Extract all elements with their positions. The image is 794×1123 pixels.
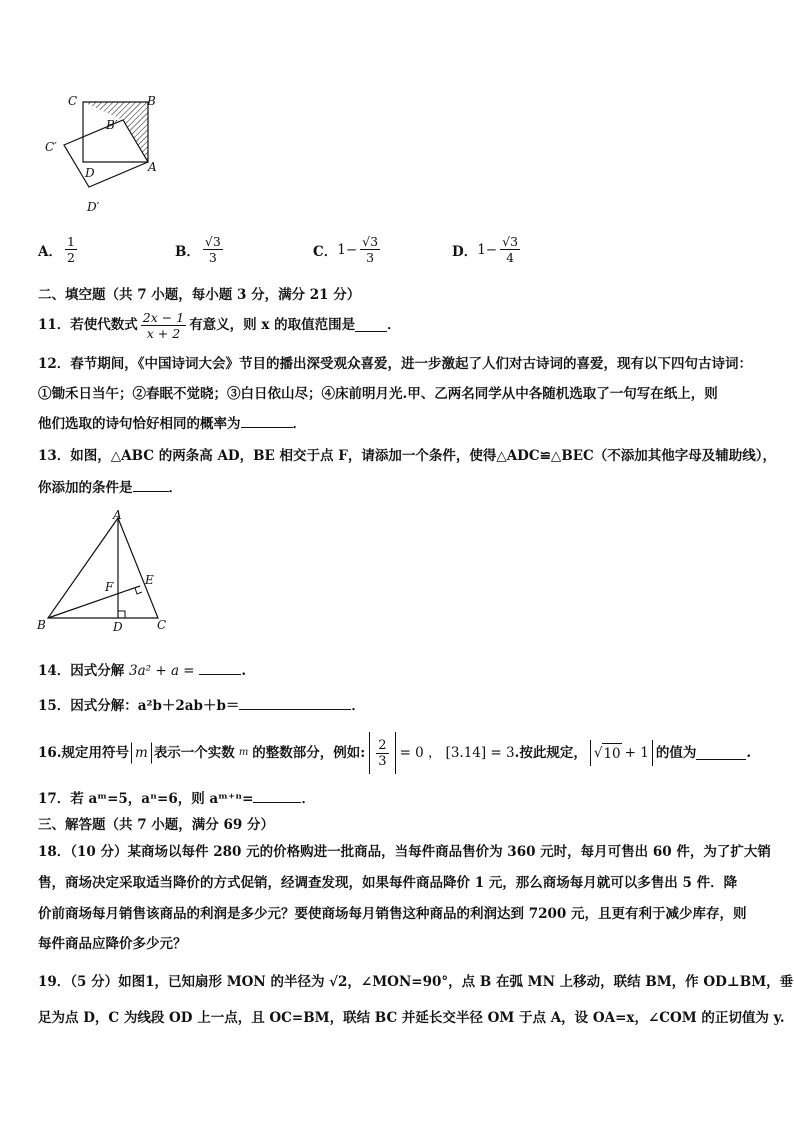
question-12-line-3: 他们选取的诗句恰好相同的概率为 ． — [38, 416, 306, 432]
question-19-line-2: 足为点 D，C 为线段 OD 上一点，且 OC=BM，联结 BC 并延长交半径 OM 于点 A，设 OA=x，∠COM 的正切值为 y. — [38, 1010, 785, 1026]
label-A: A — [148, 160, 157, 174]
question-18-line-1: 18．（10 分）某商场以每件 280 元的价格购进一批商品，当每件商品售价为 360 元时，每月可售出 60 件，为了扩大销 — [38, 844, 771, 860]
question-18-line-4: 每件商品应降价多少元？ — [38, 936, 187, 952]
option-b: B． $\frac{√3}{3}$ — [175, 234, 221, 265]
question-18-line-3: 价前商场每月销售该商品的利润是多少元？要使商场每月销售这种商品的利润达到 7200 元，且更有利于减少库存，则 — [38, 906, 747, 922]
option-c: C． 1− $\frac{√3}{3}$ — [313, 234, 379, 265]
label-F: F — [105, 580, 114, 594]
label-B-prime: B′ — [106, 118, 118, 132]
question-16: 16.规定用符号 m 表示一个实数 m 的整数部分，例如: $\frac{2}{3}$ = 0 ， [3.14] = 3 .按此规定， √ 10 + 1 的值为 . — [38, 730, 751, 776]
floor-bracket-2-3: $\frac{2}{3}$ — [369, 732, 395, 774]
label-E: E — [145, 573, 154, 587]
label-C-prime: C′ — [45, 140, 57, 154]
label-D: D — [85, 166, 95, 180]
answer-blank — [239, 697, 351, 710]
question-11: 11．若使代数式 $\frac{2x - 1}{x + 2}$ 有意义，则 x 的取值范围是 ． — [38, 309, 401, 341]
option-d: D． 1− $\frac{√3}{4}$ — [452, 234, 519, 265]
label-C: C — [157, 618, 167, 632]
figure-rotated-square — [40, 90, 170, 220]
answer-blank — [253, 790, 301, 803]
question-18-line-2: 售，商场决定采取适当降价的方式促销，经调查发现，如果每件商品降价 1 元，那么商场每月就可以多售出 5 件．降 — [38, 875, 738, 891]
floor-bracket-m: m — [131, 742, 152, 764]
triangle-diagram — [36, 508, 176, 638]
section-3-heading: 三、解答题（共 7 小题，满分 69 分） — [38, 817, 274, 833]
label-D: D — [113, 620, 123, 634]
question-13-line-2: 你添加的条件是 ． — [38, 480, 182, 496]
answer-blank — [199, 662, 241, 675]
rotated-square-diagram — [40, 90, 170, 220]
question-19-line-1: 19．（5 分）如图1，已知扇形 MON 的半径为 √2，∠MON=90°，点 B 在弧 MN 上移动，联结 BM，作 OD⊥BM，垂 — [38, 974, 794, 990]
answer-blank — [133, 479, 169, 492]
question-13-line-1: 13．如图，△ABC 的两条高 AD，BE 相交于点 F，请添加一个条件，使得△ADC≌△BEC（不添加其他字母及辅助线）， — [38, 448, 777, 464]
section-2-heading: 二、填空题（共 7 小题，每小题 3 分，满分 21 分） — [38, 287, 361, 303]
answer-blank — [241, 415, 293, 428]
question-12-line-2: ①锄禾日当午；②春眠不觉晓；③白日依山尽；④床前明月光.甲、乙两名同学从中各随机选取了一句写在纸上，则 — [38, 386, 718, 402]
question-12-line-1: 12．春节期间，《中国诗词大会》节目的播出深受观众喜爱，进一步激起了人们对古诗词的喜爱，现有以下四句古诗词： — [38, 356, 753, 372]
question-15: 15．因式分解：a²b＋2ab＋b＝ ． — [38, 698, 365, 714]
figure-triangle — [36, 508, 176, 638]
question-17: 17．若 aᵐ=5，aⁿ=6，则 aᵐ⁺ⁿ= ． — [38, 791, 315, 807]
question-14: 14．因式分解 3a² + a = . — [38, 663, 247, 679]
option-a: A． $\frac{1}{2}$ — [38, 234, 75, 265]
label-B: B — [147, 94, 156, 108]
label-B: B — [37, 618, 46, 632]
label-D-prime: D′ — [87, 200, 100, 214]
floor-bracket-sqrt: √ 10 + 1 — [590, 740, 653, 766]
answer-blank — [355, 319, 387, 332]
label-C: C — [68, 94, 78, 108]
label-A: A — [113, 508, 122, 522]
answer-blank — [696, 747, 746, 760]
